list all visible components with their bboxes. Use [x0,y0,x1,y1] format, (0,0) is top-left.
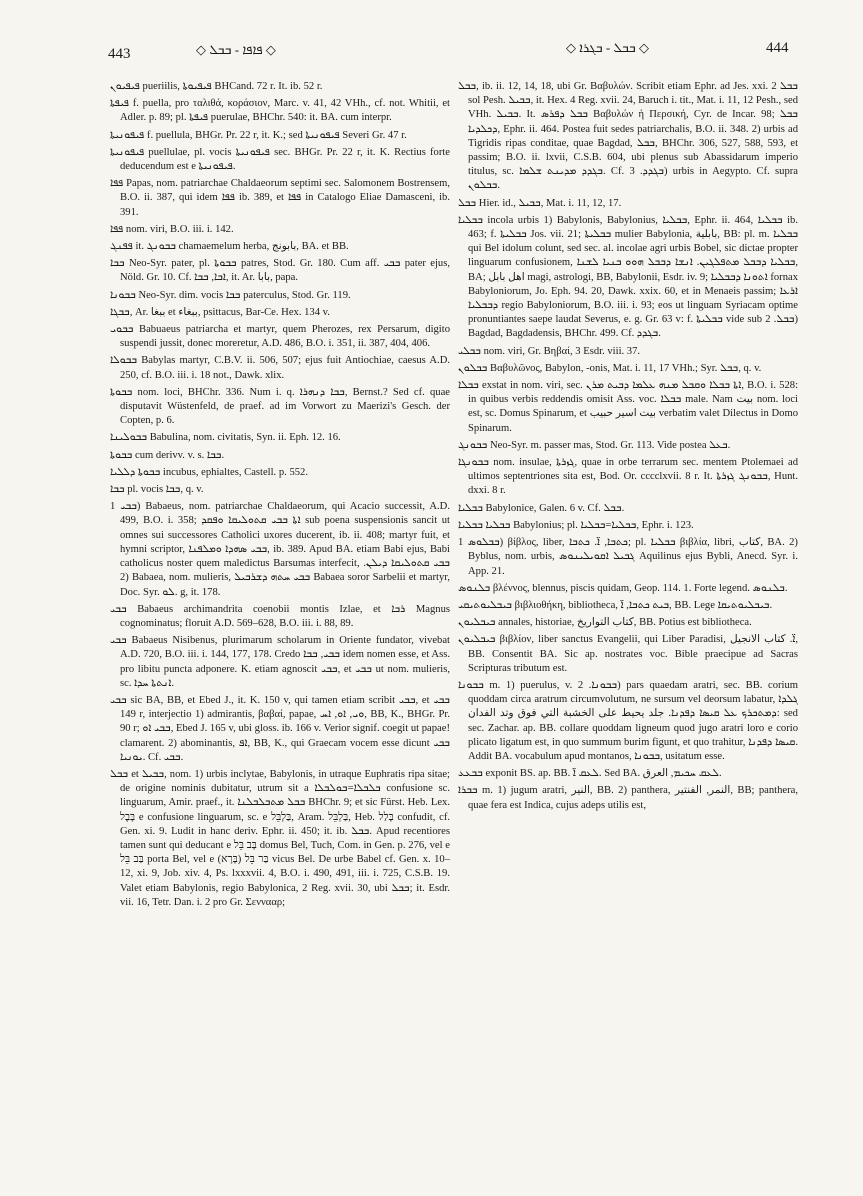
dictionary-entry: ܒܠܢܘܣ βλέννος, blennus, piscis quidam, Geop. 114. 1. Forte legend. ܒܠܢܘܣ. [458,582,788,594]
dictionary-entry: ܒܒܝ Babaeus archimandrita coenobii montis Izlae, et ܪܒܐ Magnus cognominatus; floruit A.D. 569–628, B.O. iii. i. 88, 89. [110,603,450,629]
dictionary-entry: ܦܦܢܓ it. ܒܒܘܢܓ chamaemelum herba, بابونج, BA. et BB. [110,241,349,253]
dictionary-entry: ܒܒܘܬܐ nom. loci, BHChr. 336. Num i. q. ܒܒܐ ܕܢܗܪܐ, Bernst.? Sed cf. quae disputavit Wüstenfeld, de praef. ad im Vorwort zu Maerizi's Gesch. der Copten, p. 6. [110,386,450,427]
dictionary-entry: ܒܒܠܘܣ 1) βίβλος, liber, ܟܬܒܐ, ܐ̈. ܟܬܒܐ; pl. ܒܒܠܝܐ βιβλία, libri, كتاب, BA. 2) Byblus, nom. urbis, ܓܒܝܠ ܐܩܘܝܠܝܢܘܣ Aquilinus ejus Bybli, Anecd. Syr. i. App. 21. [458,537,799,577]
dictionary-entry: ܒܒܠܝܐ Babylonice, Galen. 6 v. Cf. ܒܒܠ. [458,502,625,514]
dictionary-entry: ܒܒܠܐ exstat in nom. viri, sec. ܐܬܐ ܒܒܠܐ ܘܩܒܠ ܡܢܗ ܥܠܡܐ ܕܒܝܬ ܡܪܢ, B.O. i. 528: in quibus verbis reddendis omisit Ass. voc. ܒܒܠܐ male. Nam بيت nom. loci est, sc. Domus Spinarum, et بيت اسير حبيب verbatim valet Dilectus in Domo Spinarum. [458,380,799,434]
dictionary-entry: ܒܒܠ, ib. ii. 12, 14, 18, ubi Gr. Βαβυλών. Scribit etiam Ephr. ad Jes. xxi. 2 ܒܒܠ sol Pesh. ܒܒܝܠ, it. Hex. 4 Reg. xvii. 24, Baruch i. tit., Mat. i. 11, 12 Pesh., sed VHh. ܒܒܝܠ. It. ܒܒܠ ܕܦܪܣ Βαβυλών ἡ Περσική, Cyr. de Incar. 98; ܒܒܠ ܕܟܠܕܝܐ, Ephr. ii. 464. Postea fuit sedes patriarchalis, B.O. ii. 348. 2) urbis ad Tigridis ripas conditae, quae Bagdad, ܒܒܠ, BHChr. 306, 527, 588, 593, et passim; B.O. ii. lxvii, C.S.B. 604, ubi plenus sub Abassidarum imperio titulus, sc. ܒܓܕܕ ܡܕܝܢܬ ܫܠܡܐ. Cf. ܒܓܕܕ. 3) urbis in Aegypto. Cf. supra ܒܒܠܘܢ. [458,81,799,192]
dictionary-entry: ܦܦܐ Papas, nom. patriarchae Chaldaeorum septimi sec. Salomonem Bostrensem, B.O. ii. 387, qui idem ܦܦܐ ib. 389, et ܦܦܐ in Catalogo Eliae Damasceni, ib. 391. [110,178,450,218]
dictionary-entry: ܦܝܦܬܐ f. puella, pro ταλιθά, κοράσιον, Marc. v. 41, 42 VHh., cf. not. Whitii, et Adler. p. 89; pl. ܦܝܦܬܐ puerulae, BHChr. 540: it. BA. cum interpr. [110,98,450,124]
dictionary-entry: ܒܒܐ pl. vocis ܒܒܐ, q. v. [110,484,204,496]
dictionary-entry: ܒܒܠܘܢ Βαβυλῶνος, Babylon, -onis, Mat. i. 11, 17 VHh.; Syr. ܒܒܠ, q. v. [458,362,762,374]
dictionary-entry: ܒܒܓܐ, Ar. ببغا et ببغاء, psittacus, Bar-Ce. Hex. 134 v. [110,306,330,318]
dictionary-entry: ܒܒܝ sic BA, BB, et Ebed J., it. K. 150 v, qui tamen etiam scribit ܒܒܝ, et ܒܒܝ 149 r, interjectio 1) admirantis, βαβαί, papae, ܘܝ, ܐܘ, ܐܚ, BB, K., BHGr. Pr. 90 r; ܒܒܝ ܐܘ, Ebed J. 165 v, ubi gloss. ib. 166 v. Verior signif. coegit ut papae! clamarent. 2) abominantis, ܐܦ, BB, K., qui Graecam vocem esse dicunt ܒܒܝ ܝܘܢܝܐ. Cf. ܒܒܝ. [110,694,450,763]
dictionary-entry: ܒܒܘܢܓ Neo-Syr. m. passer mas, Stod. Gr. 113. Vide postea ܒܥܠ. [458,439,731,451]
dictionary-entry: ܦܦܐ nom. viri, B.O. iii. i. 142. [110,223,234,235]
dictionary-entry: ܒܒܪܐ m. 1) jugum aratri, النير, BB. 2) panthera, النمر, الفنتير, BB; panthera, quae fera est Indica, cujus adeps utilis est, [458,785,799,811]
dictionary-entry: ܒܒܠܝܐ ܒܒܠܝܐ Babylonius; pl. ܒܒܠܝܐ=ܒܒܠܝܐ, Ephr. i. 123. [458,519,694,531]
dictionary-entry: ܒܒܘܝ Babuaeus patriarcha et martyr, quem Pherozes, rex Persarum, digito suspendi jussit, donec moreretur, A.D. 486, B.O. i. 351, ii. 387, 404, 406. [110,324,450,350]
dictionary-entry: ܒܒܘܢܐ Neo-Syr. dim. vocis ܒܒܐ paterculus, Stod. Gr. 119. [110,289,351,301]
dictionary-entry: ܒܒܘܠܐ Babylas martyr, C.B.V. ii. 506, 507; ejus fuit Antiochiae, caesus A.D. 250, cf. B.O. iii. i. 18 not., Dawk. xlix. [110,355,450,381]
dictionary-entry: ܦܝܦܘܢܝܬܐ puellulae, pl. vocis ܦܝܦܘܢܝܬܐ sec. BHGr. Pr. 22 r, it. K. Rectius forte deducendum est e ܦܝܦܘܢܝܬܐ. [110,146,451,173]
running-head-right: ◇ ܒܒܠ - ܒܓܪܐ ◇ [566,40,649,55]
dictionary-entry: ܒܒܠ Hier. id., ܒܒܝܠ, Mat. i. 11, 12, 17. [458,197,622,209]
dictionary-entry: ܦܝܦܘܢܝܬܐ f. puellula, BHGr. Pr. 22 r, it. K.; sed ܦܝܦܘܢܝܬܐ Severi Gr. 47 r. [110,129,407,141]
left-column [110,80,450,913]
page-number-right: 444 [766,40,789,56]
dictionary-entry: ܒܒܘܬܐ ܕܠܠܝܐ incubus, ephialtes, Castell. p. 552. [110,466,308,478]
right-column [458,80,798,816]
dictionary-entry: ܒܒܘܢܓܐ nom. insulae, ܓܙܪܬܐ, quae in orbe terrarum sec. mentem Ptolemaei ad ultimos septentriones sita est, Bod. Or. cccclxvii. 8 r. It. ܒܒܘܢܓ ܓܙܪܬܐ, Hunt. dxxi. 8 r. [458,457,799,497]
dictionary-entry: ܒܒܘܠܝܢܐ Babulina, nom. civitatis, Syn. ii. Eph. 12. 16. [110,432,341,444]
dictionary-entry: ܒܒܝ 1) Babaeus, nom. patriarchae Chaldaeorum, qui Acacio successit, A.D. 499, B.O. i. 358; ܐܬܐ ܒܒܝ ܩܬܘܠܝܩܐ ܘܦܩܕ sub poena suspensionis sancit ut omnes sui successores Catholici uxores ducerent, ib. ii. 408; martyr fuit, et hymni scriptor, ܒܒܝ ܣܗܕܐ ܘܡܠܦܢܐ, ib. 389. Apud BA. etiam Babi ejus, Babi catholicus noster quem maledictus Barsumas interfecit, ܒܒܝ ܩܬܘܠܝܩܐ ܕܝܠܢ. 2) Babaea, nom. mulieris, ܒܒܝ ܚܬܗ ܕܫܪܒܝܠ Babaea soror Sarbelii et martyr, Doc. Syr. ܠܘ. g, it. 178. [110,501,450,598]
dictionary-entry: ܒܒܠ et ܒܒܝܠ, nom. 1) urbis inclytae, Babylonis, in utraque Euphratis ripa sitae; de origine nominis dubitatur, utrum sit a ܒܠܒܠܐ=ܒܘܠܒܠܐ confusione sc. linguarum, Amir. praef., it. ܒܒܠ ܡܬܒܠܒܠܢܐ BHChr. 9; et sic Fürst. Heb. Lex. בָּבֶל e confusione linguarum, sc. e בַּלְבֵּל, Aram. בַּלְבֵּל, Heb. בָּלַל confudit, cf. Gen. xi. 9. Ludit in hanc deriv. Ephr. ii. 450; it. ib. ܒܒܠ. Apud recentiores tamen sunt qui deducant e בָּב בֵּל domus Bel, Tuch, Com. in Gen. p. 276, vel e בַּב בֵּל porta Bel, vel e בַּר בֵּל (בָּרָא) vicus Bel. De urbe Babel cf. Gen. x. 10–12, xi. 9, Job. xiv. 4, Ps. lxxxvii. 4, B.O. i. 490, 491, iii. i. 725, C.S.B. 19. Valet etiam Babylonis, regio Babylonica, 2 Reg. xvii. 30, ubi ܒܒܠ; it. Esdr. vii. 16, Tetr. Dan. i. 2 pro Gr. Σεννααρ; [110,768,451,908]
dictionary-entry: ܒܒܝ Babaeus Nisibenus, plurimarum scholarum in Oriente fundator, vivebat A.D. 720, B.O. iii. i. 144, 177, 178. Credo ܒܒܝ, ܒܒܐ idem nomen esse, et Ass. pro libitu puncta adponere. K. etiam agnoscit ܒܒܝ, et ܒܒܝ ut nom. mulieris, sc. ܐܢܬܬܐ ܚܕܐ. [110,635,450,689]
dictionary-entry: ܒܝܒܠܝܘܬܝܩܝ βιβλιοθήκη, bibliotheca, ܒܝܬ ܟܬܒܐ, ܐ̈, BB. Lege ܒܝܒܠܝܘܬܝܩܐ. [458,599,773,611]
dictionary-entry: ܒܒܠܝ nom. viri, Gr. Βηβαί, 3 Esdr. viii. 37. [458,345,641,357]
dictionary-entry: ܒܒܠܝܐ incola urbis 1) Babylonis, Babylonius, ܒܒܠܝܐ, Ephr. ii. 464, ܒܒܠܝܐ ib. 463; f. ܒܒܠܝܬܐ Jos. vii. 21; ܒܒܠܝܬܐ mulier Babylonia, بابلية, BB: pl. m. ܒܒܠܝܐ qui Bel idolum colunt, sed sec. al. incolae agri urbis Bobel, sic dictae propter linguarum confusionem, ܒܒܠܝܐ ܕܒܒܠ ܡܬܦܠܓܝܢ. ܐܢܫܐ ܕܒܒܠ ܗܘܘ ܒܢܝܐ ܠܫܢܐ, BA; اهل بابل magi, astrologi, BB, Babylonii, Esdr. iv. 9; ܐܬܘܢܐ ܕܒܒܠܝܐ fornax Babyloniorum, Jo. Eph. 94. 20, Dawk. xxix. 60, et in Menaeis passim; ܐܪܥܐ ܕܒܒܠܝܐ regio Babyloniorum, B.O. iii. i. 93; eos ut linguam Syriacam optime pronuntiantes saepe laudat Severus, e. g. Gr. 63 v: f. ܒܒܠܝܬܐ vide sub ܒܒܠ. 2) Bagdad, Bagdadensis, BHChr. 499. Cf. ܒܓܕܕ. [458,214,799,340]
dictionary-entry: ܒܝܒܠܝܘܢ annales, historiae, كتاب التواريخ, BB. Potius est bibliotheca. [458,617,752,629]
running-head-left: ◇ ܦܐܦܐ - ܒܒܠ ◇ [196,42,276,57]
page-number-left: 443 [108,46,131,62]
dictionary-entry: ܒܝܒܠܝܘܢ βιβλίον, liber sanctus Evangelii, qui Liber Paradisi, ܐ̈. كتاب الانجيل, BB. Consentit BA. Sic ap. nostrates voc. Bible praecipue ad Sacras Scripturas tributum est. [458,634,798,674]
page-header [0,40,863,66]
dictionary-entry: ܒܒܥܥ exponit BS. ap. BB. ܠܥܩ ܐ̈. Sed BA. ܠܥܩ ܚܟܝܡ, العرق. [458,768,722,780]
dictionary-entry: ܒܒܘܬܐ cum derivv. v. s. ܒܒܐ. [110,449,225,461]
dictionary-entry: ܒܒܐ Neo-Syr. pater, pl. ܒܒܘܬܐ patres, Stod. Gr. 180. Cum aff. ܒܒܝ pater ejus, Nöld. Gr. 10. Cf. ܐܒܐ, ܒܒܐ, it. Ar. بابا, papa. [110,258,450,284]
dictionary-entry: ܦܝܦܝܘܢ pueriilis, ܦܝܦܝܘܬܐ BHCand. 72 r. It. ib. 52 r. [110,81,323,92]
dictionary-entry: ܒܒܘܢܐ m. 1) puerulus, v. ܒܒܘܢܐ. 2) pars quaedam aratri, sec. BB. corium quoddam circa aratrum circumvolutum, ne sursum vel deorsum labatur, ܓܠܕܐ ܕܡܬܟܪܟ ܥܠ ܩܝܣܐ ܕܦܕܢܐ. جلد يحيط على الخشبة التي فوق وتد الفدان: sed sec. Zachar. ap. BB. collare quoddam ligneum quod jugo aratri loro e corio plicato ligatum est, in quo summum burim figunt, et quo trahitur, ܩܝܣܐ ܕܦܕܢܐ. Addit BA. vocabulum apud montanos, ܒܒܘܢܐ, usitatum esse. [458,679,798,762]
